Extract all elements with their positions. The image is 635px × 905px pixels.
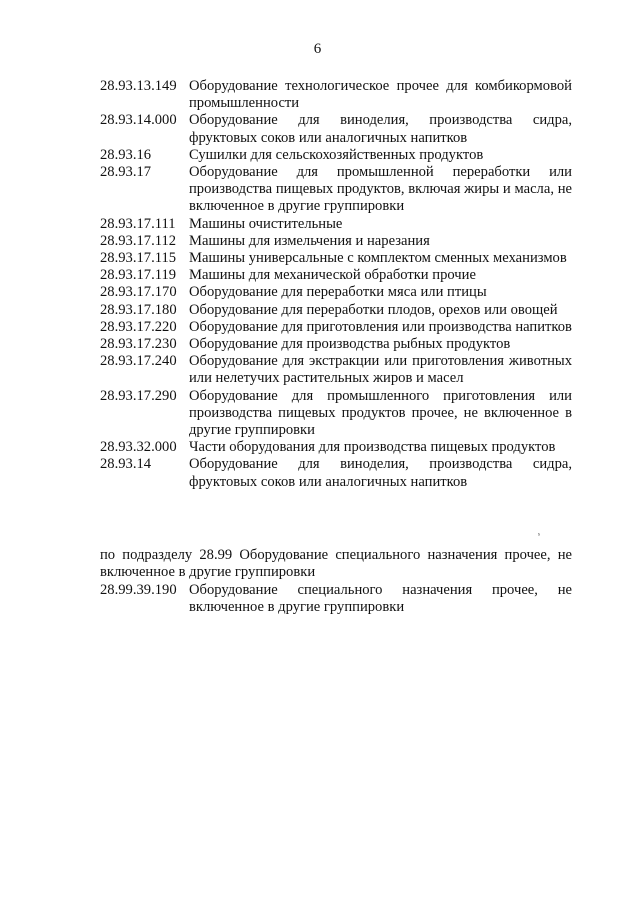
entry-code: 28.93.14: [100, 456, 152, 473]
list-item: [100, 284, 572, 301]
classifier-list: [100, 78, 572, 491]
section-heading: по подразделу 28.99 Оборудование специального назначения прочее, не включенное в другие группировки: [100, 547, 572, 581]
list-item: [100, 456, 572, 490]
list-item: [100, 319, 572, 336]
entry-description: Машины очистительные: [189, 215, 343, 232]
entry-description: Машины для механической обработки прочие: [189, 267, 476, 284]
entry-description: Машины универсальные с комплектом сменных механизмов: [189, 250, 567, 267]
list-item: [100, 78, 572, 112]
entry-description: Оборудование для виноделия, производства сидра, фруктовых соков или аналогичных напитков: [189, 456, 572, 490]
list-item: [100, 582, 572, 616]
entry-code: 28.93.17: [100, 164, 152, 181]
list-item: [100, 267, 572, 284]
entry-code: 28.93.17.112: [100, 232, 177, 249]
list-item: [100, 147, 572, 164]
list-item: [100, 302, 572, 319]
entry-code: 28.93.17.180: [100, 301, 177, 318]
entry-description: Оборудование для переработки плодов, орехов или овощей: [189, 301, 558, 318]
page-number: 6: [313, 41, 322, 57]
list-item: [100, 336, 572, 353]
entry-description: Оборудование для приготовления или производства напитков: [189, 318, 572, 335]
list-item: [100, 216, 572, 233]
entry-code: 28.93.32.000: [100, 439, 177, 456]
stray-mark: ˢ: [538, 530, 540, 540]
entry-description: Оборудование для промышленного приготовления или производства пищевых продуктов прочее, не включенное в другие группировки: [189, 387, 572, 439]
list-item: [100, 233, 572, 250]
entry-description: Машины для измельчения и нарезания: [189, 232, 430, 249]
entry-description: Оборудование для производства рыбных продуктов: [189, 336, 511, 353]
entry-code: 28.93.17.230: [100, 336, 177, 353]
entry-code: 28.93.17.111: [100, 215, 176, 232]
entry-description: Оборудование для промышленной переработки или производства пищевых продуктов, включая жиры и масла, не включенное в другие группировки: [189, 164, 572, 215]
list-item: [100, 388, 572, 440]
entry-description: Оборудование технологическое прочее для комбикормовой промышленности: [189, 78, 572, 112]
entry-code: 28.93.16: [100, 146, 152, 163]
list-item: [100, 439, 572, 456]
entry-code: 28.93.14.000: [100, 112, 177, 129]
entry-description: Оборудование специального назначения прочее, не включенное в другие группировки: [189, 582, 572, 616]
entry-description: Оборудование для экстракции или приготовления животных или нелетучих растительных жиров и масел: [189, 353, 572, 387]
entry-description: Сушилки для сельскохозяйственных продуктов: [189, 146, 484, 163]
list-item: [100, 353, 572, 387]
entry-code: 28.93.17.240: [100, 353, 177, 370]
entry-code: 28.93.17.115: [100, 250, 177, 267]
entry-description: Части оборудования для производства пищевых продуктов: [189, 439, 556, 456]
entry-code: 28.93.13.149: [100, 78, 177, 94]
list-item: [100, 250, 572, 267]
entry-code: 28.93.17.170: [100, 284, 177, 301]
list-item: [100, 164, 572, 216]
entry-description: Оборудование для переработки мяса или птицы: [189, 284, 487, 301]
entry-code: 28.93.17.220: [100, 318, 177, 335]
list-item: [100, 112, 572, 146]
entry-code: 28.93.17.290: [100, 387, 177, 404]
entry-code: 28.93.17.119: [100, 267, 177, 284]
entry-description: Оборудование для виноделия, производства сидра, фруктовых соков или аналогичных напитков: [189, 112, 572, 146]
entry-code: 28.99.39.190: [100, 582, 177, 598]
section-list: [100, 582, 572, 616]
